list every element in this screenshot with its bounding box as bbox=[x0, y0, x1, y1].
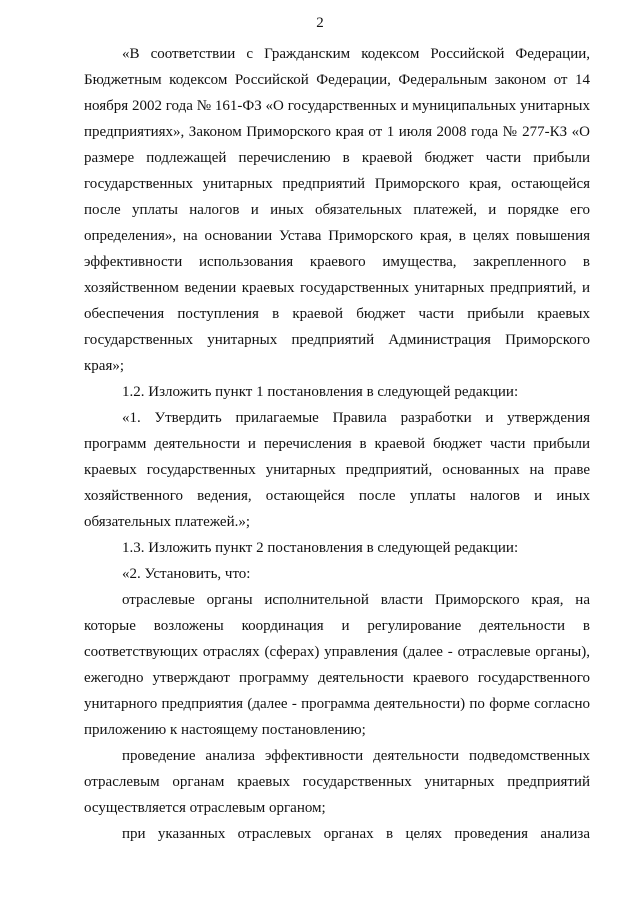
paragraph-analysis-continued: при указанных отраслевых органах в целях проведения анализа bbox=[122, 826, 590, 842]
paragraph-new-point-2: «2. Установить, что: bbox=[122, 566, 251, 582]
paragraph-sectoral-bodies: отраслевые органы исполнительной власти Приморского края, на которые возложены координация и регулирование деятельности в соответствующих отраслях (сферах) управления (далее - отраслевые органы), ежегодно утверждают программу деятельности краевого государственного унитарного предприятия (далее - программа деятельности) по форме согласно приложению к настоящему постановлению; bbox=[84, 592, 590, 738]
page-number: 2 bbox=[316, 15, 324, 31]
paragraph-item-1-2: 1.2. Изложить пункт 1 постановления в следующей редакции: bbox=[122, 384, 519, 400]
paragraph-efficiency-analysis: проведение анализа эффективности деятельности подведомственных отраслевым органам краевых государственных унитарных предприятий осуществляется отраслевым органом; bbox=[84, 748, 590, 816]
paragraph-item-1-3: 1.3. Изложить пункт 2 постановления в следующей редакции: bbox=[122, 540, 519, 556]
document-body bbox=[84, 41, 590, 847]
paragraph-preamble: «В соответствии с Гражданским кодексом Российской Федерации, Бюджетным кодексом Российской Федерации, Федеральным законом от 14 ноября 2002 года № 161-ФЗ «О государственных и муниципальных унитарных предприятиях», Законом Приморского края от 1 июля 2008 года № 277-КЗ «О размере подлежащей перечислению в краевой бюджет части прибыли государственных унитарных предприятий Приморского края, остающейся после уплаты налогов и иных обязательных платежей, и порядке его определения», на основании Устава Приморского края, в целях повышения эффективности использования краевого имущества, закрепленного в хозяйственном ведении краевых государственных унитарных предприятий, и обеспечения поступления в краевой бюджет части прибыли краевых государственных унитарных предприятий Администрация Приморского края»; bbox=[84, 46, 590, 374]
paragraph-new-point-1: «1. Утвердить прилагаемые Правила разработки и утверждения программ деятельности и перечисления в краевой бюджет части прибыли краевых государственных унитарных предприятий, основанных на праве хозяйственного ведения, остающейся после уплаты налогов и иных обязательных платежей.»; bbox=[84, 410, 590, 530]
